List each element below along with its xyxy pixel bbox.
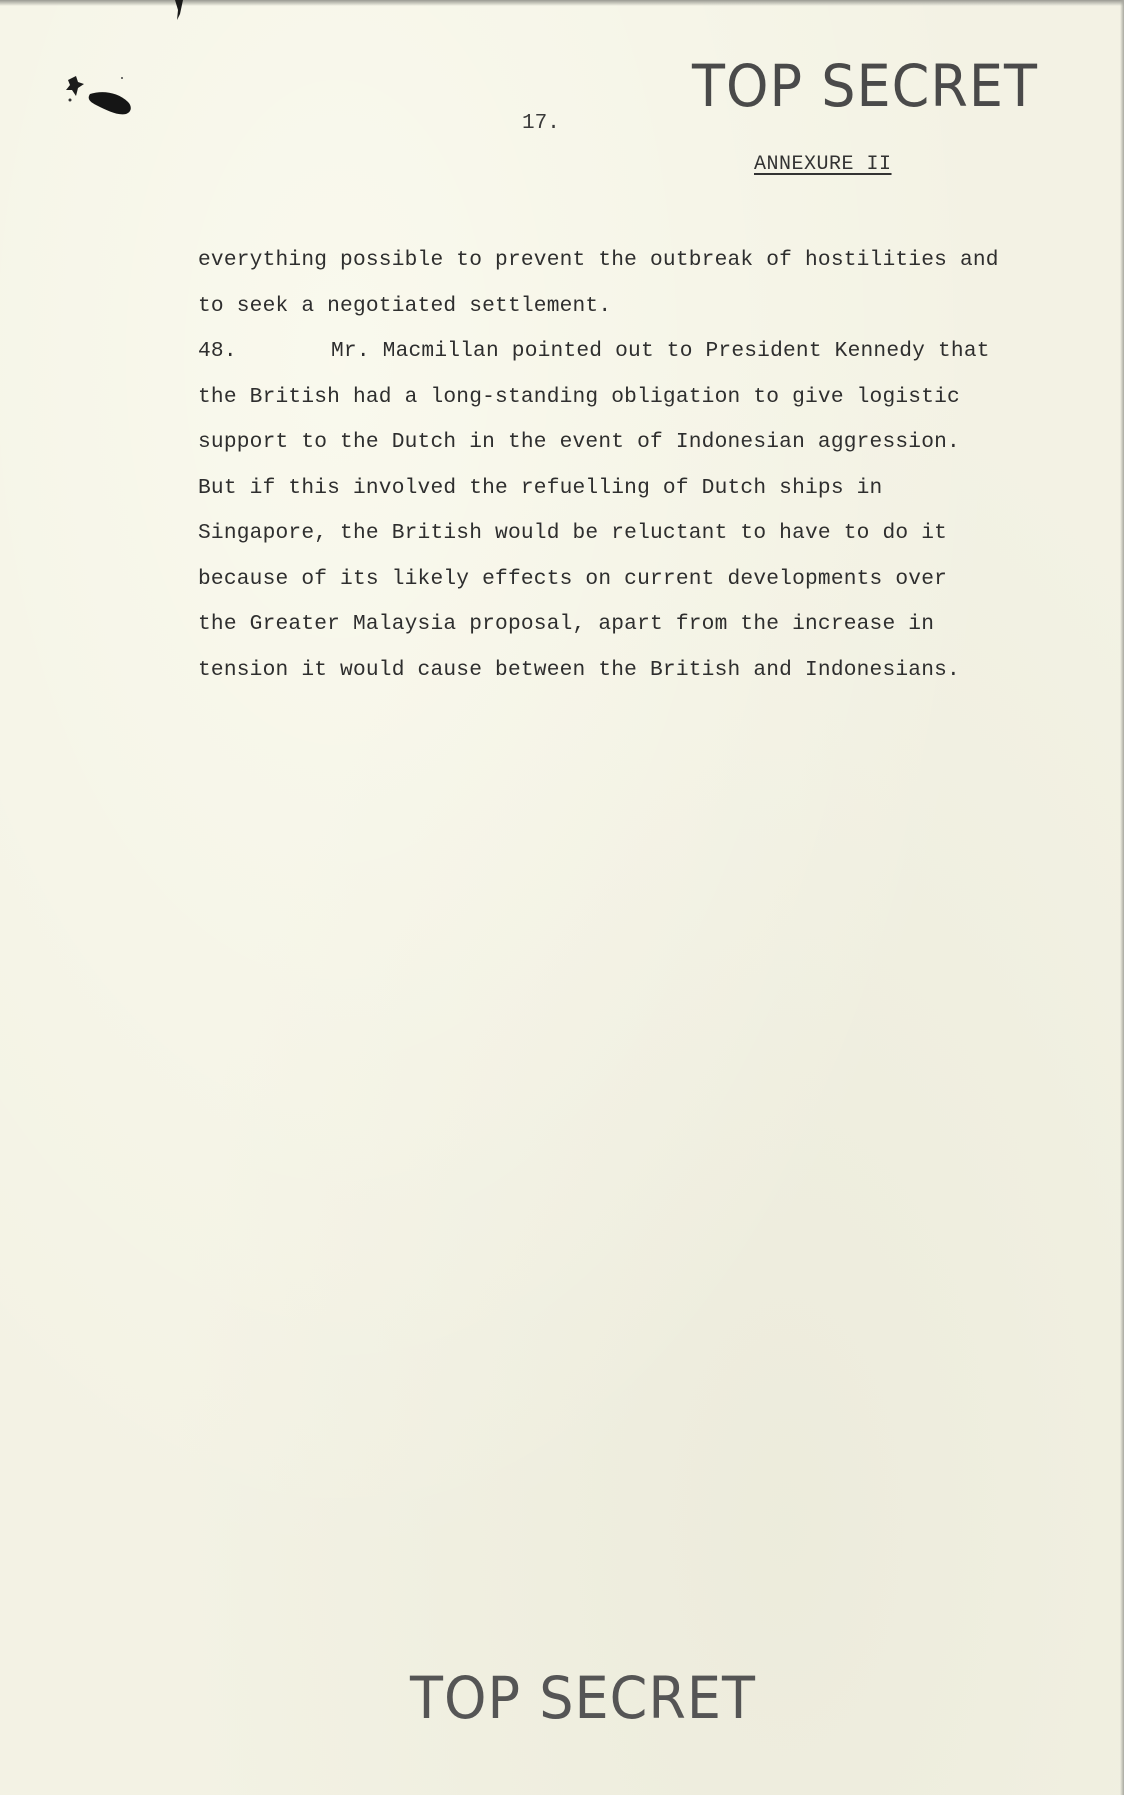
- classification-stamp-top: TOP SECRET: [692, 51, 1038, 120]
- body-line: the Greater Malaysia proposal, apart from the increase in: [198, 612, 935, 636]
- ink-blot-mark: [62, 72, 142, 128]
- body-line: But if this involved the refuelling of Dutch ships in: [198, 475, 883, 500]
- annex-label: ANNEXURE II: [754, 153, 892, 176]
- body-line: support to the Dutch in the event of Indonesian aggression.: [198, 430, 960, 454]
- ink-mark-top: [174, 0, 184, 22]
- body-text: [198, 238, 1078, 693]
- body-line: the British had a long-standing obligation to give logistic: [198, 384, 960, 409]
- paragraph-number: 48.: [198, 339, 237, 363]
- paragraph-text: Mr. Macmillan pointed out to President Kennedy that: [331, 339, 990, 363]
- body-line: to seek a negotiated settlement.: [198, 293, 612, 318]
- classification-stamp-bottom: TOP SECRET: [410, 1663, 756, 1732]
- body-line: everything possible to prevent the outbreak of hostilities and: [198, 248, 999, 272]
- page-number: 17.: [522, 112, 560, 135]
- body-line: because of its likely effects on current developments over: [198, 566, 948, 591]
- page-right-edge: [1120, 0, 1124, 1795]
- body-line: tension it would cause between the British and Indonesians.: [198, 657, 960, 682]
- paragraph-48-first-line: [198, 329, 1078, 375]
- page-top-edge: [0, 0, 1124, 6]
- body-line: Singapore, the British would be reluctant to have to do it: [198, 521, 948, 545]
